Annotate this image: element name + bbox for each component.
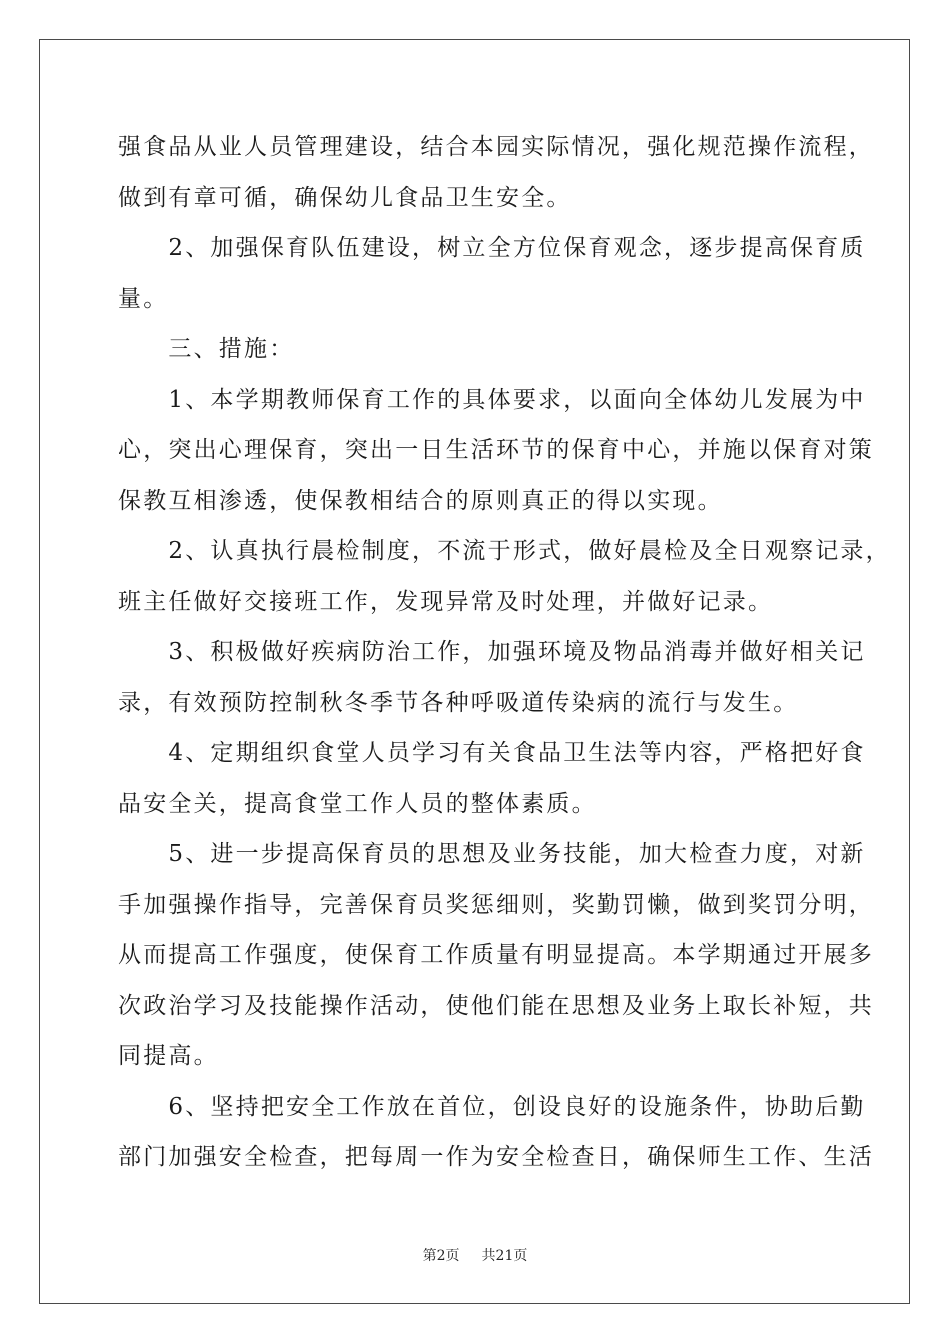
text-line: 强食品从业人员管理建设，结合本园实际情况，强化规范操作流程， xyxy=(118,134,874,160)
page-number: 第2页 xyxy=(422,1248,460,1264)
text-line: 4、定期组织食堂人员学习有关食品卫生法等内容，严格把好食 xyxy=(118,740,866,766)
document-body xyxy=(118,124,891,1185)
text-line: 录，有效预防控制秋冬季节各种呼吸道传染病的流行与发生。 xyxy=(118,689,799,716)
section-heading: 三、措施： xyxy=(118,336,295,362)
page-total: 共21页 xyxy=(481,1248,528,1264)
text-line: 同提高。 xyxy=(118,1043,219,1069)
text-line: 保教互相渗透，使保教相结合的原则真正的得以实现。 xyxy=(118,487,723,514)
text-line: 1、本学期教师保育工作的具体要求，以面向全体幼儿发展为中 xyxy=(118,386,866,413)
text-line: 3、积极做好疾病防治工作，加强环境及物品消毒并做好相关记 xyxy=(118,639,866,665)
text-line: 品安全关，提高食堂工作人员的整体素质。 xyxy=(118,790,597,817)
text-line: 部门加强安全检查，把每周一作为安全检查日，确保师生工作、生活 xyxy=(118,1144,874,1170)
page-footer xyxy=(0,1245,950,1265)
text-line: 6、坚持把安全工作放在首位，创设良好的设施条件，协助后勤 xyxy=(118,1093,866,1120)
text-line: 心，突出心理保育，突出一日生活环节的保育中心，并施以保育对策 xyxy=(118,437,874,463)
text-line: 5、进一步提高保育员的思想及业务技能，加大检查力度，对新 xyxy=(118,841,866,867)
text-line: 手加强操作指导，完善保育员奖惩细则，奖勤罚懒，做到奖罚分明， xyxy=(118,891,874,918)
text-line: 班主任做好交接班工作，发现异常及时处理，并做好记录。 xyxy=(118,588,774,615)
text-line: 从而提高工作强度，使保育工作质量有明显提高。本学期通过开展多 xyxy=(118,942,874,968)
text-line: 做到有章可循，确保幼儿食品卫生安全。 xyxy=(118,184,572,211)
text-line: 2、加强保育队伍建设，树立全方位保育观念，逐步提高保育质 xyxy=(118,235,866,261)
text-line: 次政治学习及技能操作活动，使他们能在思想及业务上取长补短，共 xyxy=(118,992,874,1019)
text-line: 2、认真执行晨检制度，不流于形式，做好晨检及全日观察记录， xyxy=(118,538,891,564)
text-line: 量。 xyxy=(118,285,169,312)
